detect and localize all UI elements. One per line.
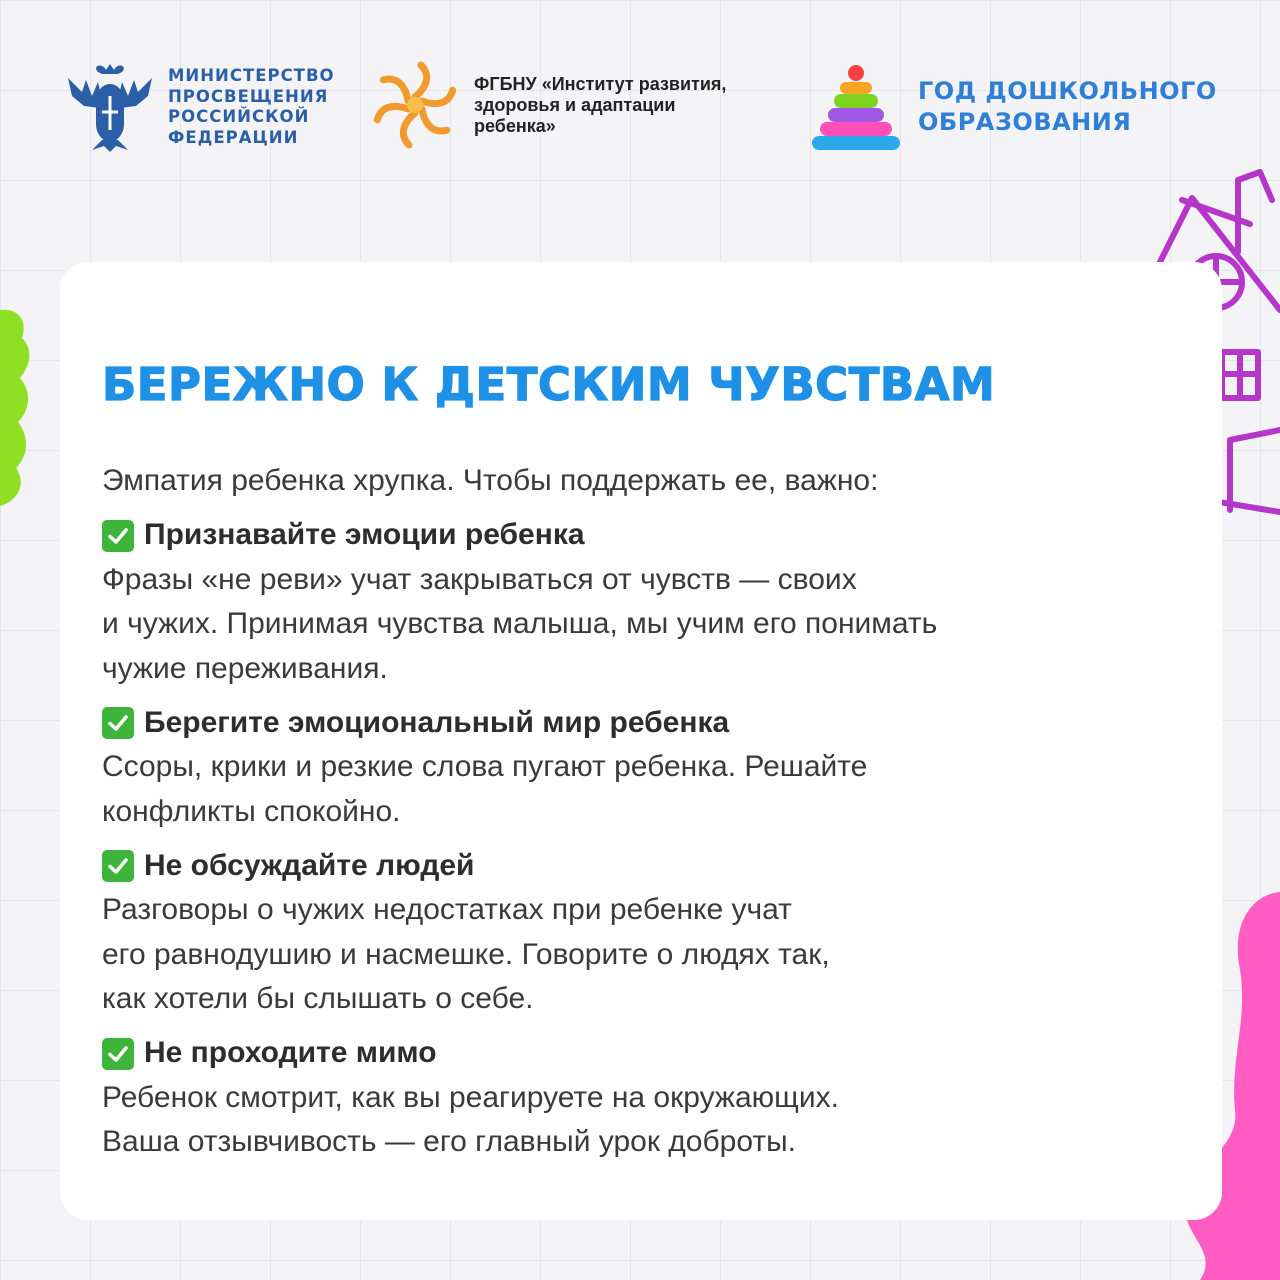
tip-item [102, 1032, 1182, 1165]
institute-name [474, 74, 726, 137]
year-line: ОБРАЗОВАНИЯ [918, 108, 1132, 136]
card-content [102, 459, 1182, 1175]
tip-line: как хотели бы слышать о себе. [102, 982, 534, 1015]
check-mark-icon [102, 1038, 134, 1070]
tip-heading [102, 514, 1182, 558]
tip-line: Фразы «не реви» учат закрываться от чувств — своих [102, 562, 857, 596]
tip-line: и чужих. Принимая чувства малыша, мы учим его понимать [102, 607, 938, 640]
ministry-line: МИНИСТЕРСТВО [168, 66, 335, 85]
tip-line: Ваша отзывчивость — его главный урок доброты. [102, 1125, 796, 1158]
tip-item [102, 844, 1182, 1022]
year-title [918, 76, 1217, 138]
tip-title: Признавайте эмоции ребенка [144, 518, 585, 552]
green-blob [0, 300, 40, 520]
tip-title: Не обсуждайте людей [144, 848, 475, 882]
tip-item [102, 514, 1182, 692]
ministry-name [168, 66, 335, 148]
check-mark-icon [102, 850, 134, 882]
tip-line: Ссоры, крики и резкие слова пугают ребенка. Решайте [102, 750, 868, 783]
stacking-ring-pyramid-icon [810, 62, 902, 152]
tip-line: чужие переживания. [102, 651, 388, 685]
tip-title: Не проходите мимо [144, 1036, 437, 1070]
tip-body [102, 558, 1182, 692]
institute-line: ФГБНУ «Институт развития, [474, 73, 727, 94]
tip-line: Разговоры о чужих недостатках при ребенке учат [102, 893, 792, 926]
ministry-line: ФЕДЕРАЦИИ [168, 127, 299, 147]
institute-line: ребенка» [474, 115, 556, 136]
tip-body [102, 888, 1182, 1022]
institute-line: здоровья и адаптации [474, 94, 676, 115]
orange-spiral-flower-icon [370, 60, 460, 150]
header [0, 0, 1280, 200]
tip-heading [102, 844, 1182, 888]
tip-line: конфликты спокойно. [102, 794, 401, 828]
ministry-line: РОССИЙСКОЙ [168, 107, 310, 126]
tip-line: Ребенок смотрит, как вы реагируете на окружающих. [102, 1080, 839, 1114]
year-line: ГОД ДОШКОЛЬНОГО [918, 77, 1217, 105]
ministry-line: ПРОСВЕЩЕНИЯ [168, 86, 329, 106]
year-logo-block [810, 62, 1217, 152]
tip-title: Берегите эмоциональный мир ребенка [144, 705, 730, 739]
check-mark-icon [102, 707, 134, 739]
check-mark-icon [102, 520, 134, 552]
tip-item [102, 701, 1182, 834]
intro-text: Эмпатия ребенка хрупка. Чтобы поддержать ее, важно: [102, 464, 879, 497]
tip-body [102, 1076, 1182, 1165]
tip-heading [102, 701, 1182, 745]
content-card [60, 262, 1222, 1220]
ministry-logo-block [62, 62, 335, 152]
tip-line: его равнодушию и насмешке. Говорите о людях так, [102, 937, 830, 971]
institute-logo-block [370, 60, 726, 150]
card-title: БЕРЕЖНО К ДЕТСКИМ ЧУВСТВАМ [102, 358, 996, 411]
tip-heading [102, 1032, 1182, 1076]
tip-body [102, 745, 1182, 834]
double-headed-eagle-emblem-icon [62, 62, 158, 152]
